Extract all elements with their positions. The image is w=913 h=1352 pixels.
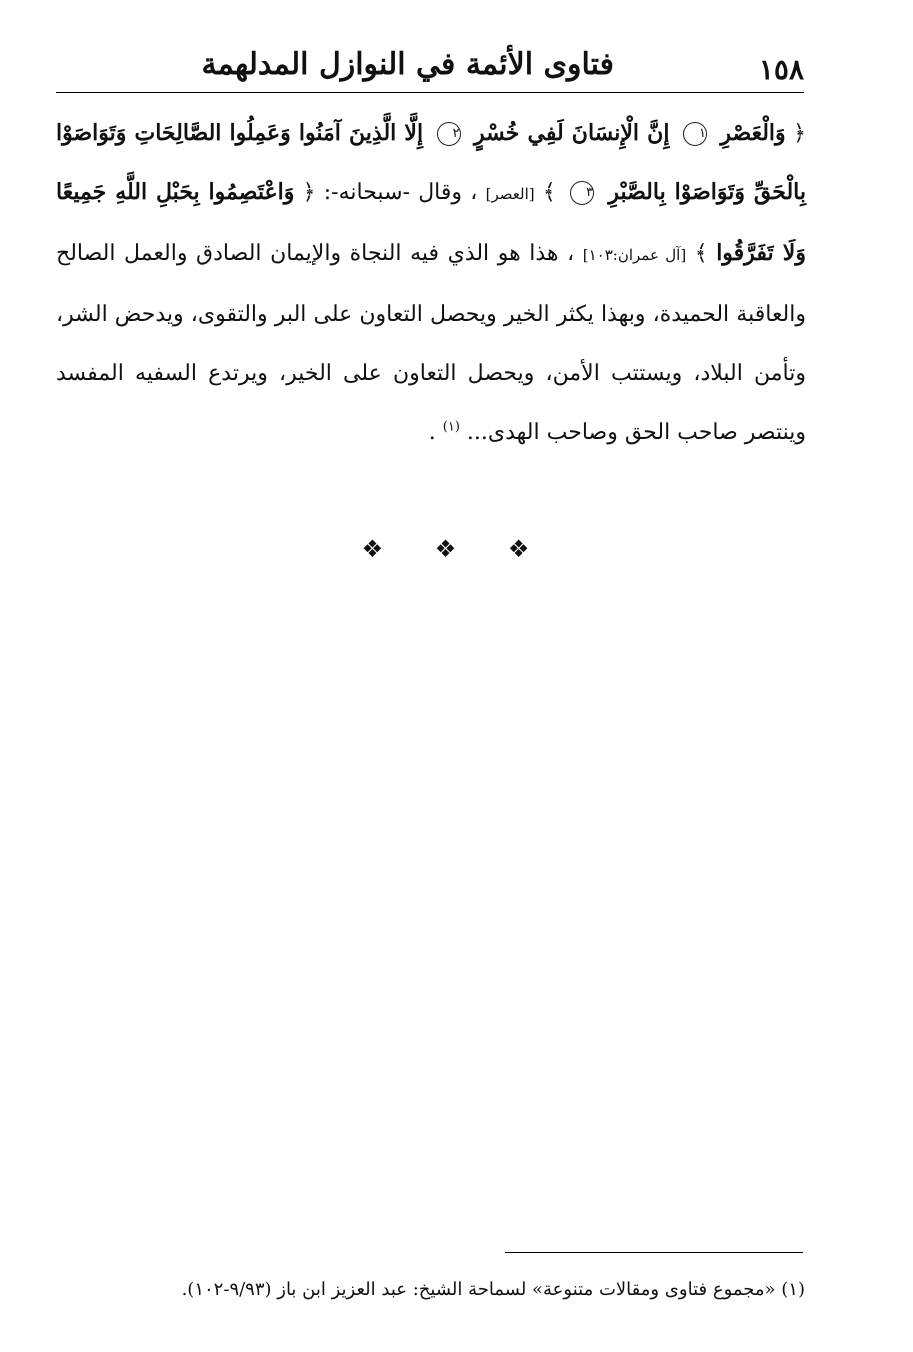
end-dot: . [428, 420, 436, 445]
quran-bracket-close: ﴾ [694, 241, 708, 266]
quran-verse: وَالْعَصْرِ [720, 120, 786, 146]
verse-number-icon: ٢ [437, 122, 461, 146]
verse-number-icon: ٣ [570, 181, 594, 205]
quran-bracket-open: ﴿ [793, 121, 807, 146]
surah-reference: [آل عمران:١٠٣] [582, 246, 687, 264]
body-text: ، وقال -سبحانه-: [323, 180, 478, 205]
quran-verse: إِنَّ الْإِنسَانَ لَفِي خُسْرٍ [474, 120, 670, 146]
footnote-rule [505, 1252, 803, 1253]
footnote: (١) «مجموع فتاوى ومقالات متنوعة» لسماحة الشيخ: عبد العزيز ابن باز (٩/٩٣-١٠٢). [181, 1279, 805, 1300]
footnote-marker: (١) [442, 419, 460, 435]
body-text: ، هذا هو الذي فيه النجاة والإيمان الصادق والعمل الصالح والعاقبة الحميدة، وبهذا يكثر الخير ويحصل التعاون على البر والتقوى، ويدحض الشر، وتأمن البلاد، ويستتب الأمن، ويحصل التعاون على الخير، ويرتدع السفيه المفسد وينتصر صاحب الحق وصاحب الهدى... [56, 241, 806, 445]
section-ornament: ❖ ❖ ❖ [361, 535, 552, 563]
main-paragraph [56, 104, 806, 462]
page-number: ١٥٨ [758, 53, 804, 86]
page-header [56, 46, 804, 96]
quran-bracket-open: ﴿ [302, 180, 316, 205]
surah-reference: [العصر] [485, 185, 535, 203]
quran-bracket-close: ﴾ [542, 180, 556, 205]
header-rule [56, 92, 804, 93]
verse-number-icon: ١ [683, 122, 707, 146]
quran-verse: إِلَّا الَّذِينَ آمَنُوا وَعَمِلُوا الصَّالِحَاتِ وَتَوَاصَوْا بِالْحَقِّ وَتَوَاصَوْا بِالصَّبْرِ [56, 120, 807, 205]
book-title: فتاوى الأئمة في النوازل المدلهمة [201, 47, 614, 82]
quran-verse: وَاعْتَصِمُوا بِحَبْلِ اللَّهِ جَمِيعًا وَلَا تَفَرَّقُوا [56, 179, 806, 266]
